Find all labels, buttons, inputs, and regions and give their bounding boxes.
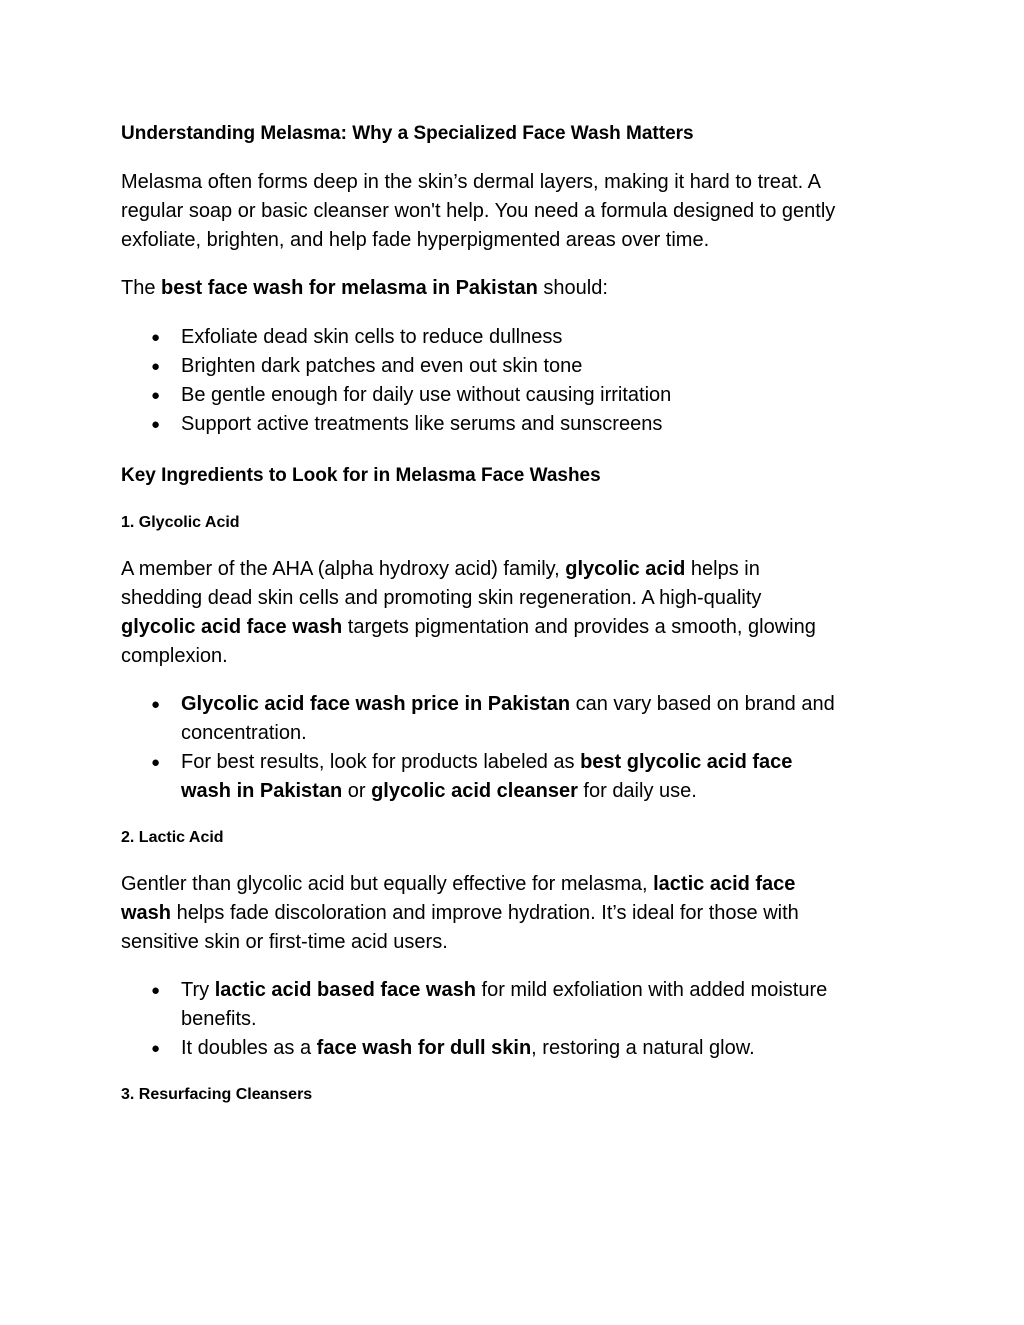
glycolic-line-4: complexion. xyxy=(121,645,228,667)
subheading-resurfacing-cleansers: 3. Resurfacing Cleansers xyxy=(121,1086,313,1103)
glycolic-text: helps in xyxy=(685,558,760,580)
intro-line-3: exfoliate, brighten, and help fade hyperpigmented areas over time. xyxy=(121,229,710,251)
intro-line-2: regular soap or basic cleanser won't help. You need a formula designed to gently xyxy=(121,200,836,222)
list-item-line xyxy=(181,748,911,777)
list-item-text: Try xyxy=(181,979,215,1001)
section-heading-understanding-melasma: Understanding Melasma: Why a Specialized Face Wash Matters xyxy=(121,123,694,144)
should-bold-keyword: best face wash for melasma in Pakistan xyxy=(161,277,538,299)
bullet-dot-icon: ● xyxy=(151,1040,161,1057)
should-paragraph xyxy=(121,274,911,303)
glycolic-bold-keyword: glycolic acid xyxy=(565,558,686,580)
list-item xyxy=(121,748,911,806)
bold-keyword: wash in Pakistan xyxy=(181,780,343,802)
list-item-text: Support active treatments like serums and sunscreens xyxy=(181,413,663,435)
subheading-glycolic-acid: 1. Glycolic Acid xyxy=(121,514,240,531)
list-item-text: or xyxy=(342,780,372,802)
section-heading-key-ingredients: Key Ingredients to Look for in Melasma Face Washes xyxy=(121,465,601,486)
lactic-paragraph xyxy=(121,870,911,957)
glycolic-text: targets pigmentation and provides a smooth, glowing xyxy=(342,616,816,638)
bold-keyword: lactic acid based face wash xyxy=(214,979,476,1001)
subheading-lactic-acid: 2. Lactic Acid xyxy=(121,829,224,846)
list-item-line: benefits. xyxy=(181,1008,257,1030)
list-item xyxy=(121,690,911,748)
bold-keyword: best glycolic acid face xyxy=(580,751,793,773)
list-item-line xyxy=(181,1034,911,1063)
lactic-text: Gentler than glycolic acid but equally effective for melasma, xyxy=(121,873,654,895)
should-pre-text: The xyxy=(121,277,162,299)
glycolic-bold-keyword: glycolic acid face wash xyxy=(121,616,343,638)
list-item-text: It doubles as a xyxy=(181,1037,317,1059)
bullet-dot-icon: ● xyxy=(151,416,161,433)
intro-line-1: Melasma often forms deep in the skin’s dermal layers, making it hard to treat. A xyxy=(121,171,821,193)
lactic-bullet-list xyxy=(121,976,911,1063)
should-line xyxy=(121,274,911,303)
bullet-dot-icon: ● xyxy=(151,358,161,375)
lactic-bold-keyword: wash xyxy=(121,902,172,924)
list-item-text: can vary based on brand and xyxy=(570,693,835,715)
list-item-line: concentration. xyxy=(181,722,307,744)
glycolic-line-2: shedding dead skin cells and promoting skin regeneration. A high-quality xyxy=(121,587,762,609)
lactic-line-1 xyxy=(121,870,911,899)
bullet-dot-icon: ● xyxy=(151,982,161,999)
list-item-text: Be gentle enough for daily use without causing irritation xyxy=(181,384,672,406)
list-item-line xyxy=(181,976,911,1005)
lactic-text: helps fade discoloration and improve hydration. It’s ideal for those with xyxy=(171,902,799,924)
bullet-dot-icon: ● xyxy=(151,754,161,771)
glycolic-text: A member of the AHA (alpha hydroxy acid) family, xyxy=(121,558,566,580)
list-item xyxy=(121,352,911,381)
list-item-text: for mild exfoliation with added moisture xyxy=(475,979,828,1001)
intro-paragraph xyxy=(121,168,911,255)
list-item-text: , restoring a natural glow. xyxy=(531,1037,755,1059)
list-item xyxy=(121,381,911,410)
bold-keyword: glycolic acid cleanser xyxy=(371,780,578,802)
list-item-text: For best results, look for products labeled as xyxy=(181,751,581,773)
lactic-bold-keyword: lactic acid face xyxy=(653,873,796,895)
list-item-text: Brighten dark patches and even out skin tone xyxy=(181,355,583,377)
bullet-dot-icon: ● xyxy=(151,696,161,713)
list-item xyxy=(121,1034,911,1063)
list-item-text: Exfoliate dead skin cells to reduce dullness xyxy=(181,326,563,348)
should-post-text: should: xyxy=(537,277,608,299)
list-item-line xyxy=(181,690,911,719)
bullet-dot-icon: ● xyxy=(151,387,161,404)
glycolic-bullet-list xyxy=(121,690,911,806)
list-item xyxy=(121,976,911,1034)
glycolic-line-1 xyxy=(121,555,911,584)
lactic-line-2 xyxy=(121,899,911,928)
bold-keyword: Glycolic acid face wash price in Pakistan xyxy=(181,693,571,715)
list-item-line xyxy=(181,777,911,806)
glycolic-paragraph xyxy=(121,555,911,671)
list-item xyxy=(121,410,911,439)
benefits-bullet-list xyxy=(121,323,911,439)
bullet-dot-icon: ● xyxy=(151,329,161,346)
list-item xyxy=(121,323,911,352)
glycolic-line-3 xyxy=(121,613,911,642)
lactic-line-3: sensitive skin or first-time acid users. xyxy=(121,931,448,953)
list-item-text: for daily use. xyxy=(577,780,697,802)
bold-keyword: face wash for dull skin xyxy=(316,1037,532,1059)
